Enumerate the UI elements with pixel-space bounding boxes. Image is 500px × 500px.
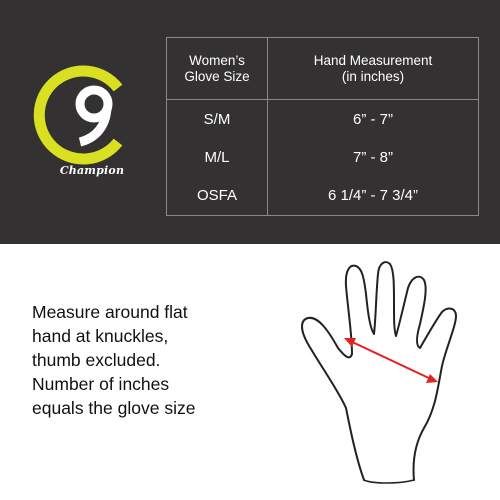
table-body-row [167,100,479,216]
hand-illustration [296,258,466,493]
table-header-row [167,38,479,100]
header-measure-line1: Hand Measurement [313,52,433,68]
instruction-line: thumb excluded. [32,350,161,370]
measurement-value: 6” - 7” [352,110,393,128]
header-size-line1: Women’s [189,52,245,68]
header-hand-measurement [268,38,479,100]
brand-name: Champion [59,164,125,177]
measuring-instructions [32,300,282,420]
measurement-column [268,100,479,216]
size-value: M/L [204,148,230,166]
hand-outline-icon [296,258,466,488]
brand-logo [22,60,172,200]
header-size-line2: Glove Size [184,68,250,84]
instruction-line: Measure around flat [32,302,188,322]
measurement-value: 7” - 8” [352,148,393,166]
size-column [167,100,268,216]
instruction-line: Number of inches [32,374,170,394]
header-measure-line2: (in inches) [341,68,405,84]
size-chart-table [166,37,479,216]
size-chart-panel [0,0,500,244]
c9-logo-icon [22,60,162,170]
size-value: S/M [203,110,231,128]
size-value: OSFA [196,187,237,205]
header-glove-size [167,38,268,100]
measurement-value: 6 1/4” - 7 3/4” [327,187,419,205]
instruction-line: hand at knuckles, [32,326,169,346]
instruction-line: equals the glove size [32,398,196,418]
